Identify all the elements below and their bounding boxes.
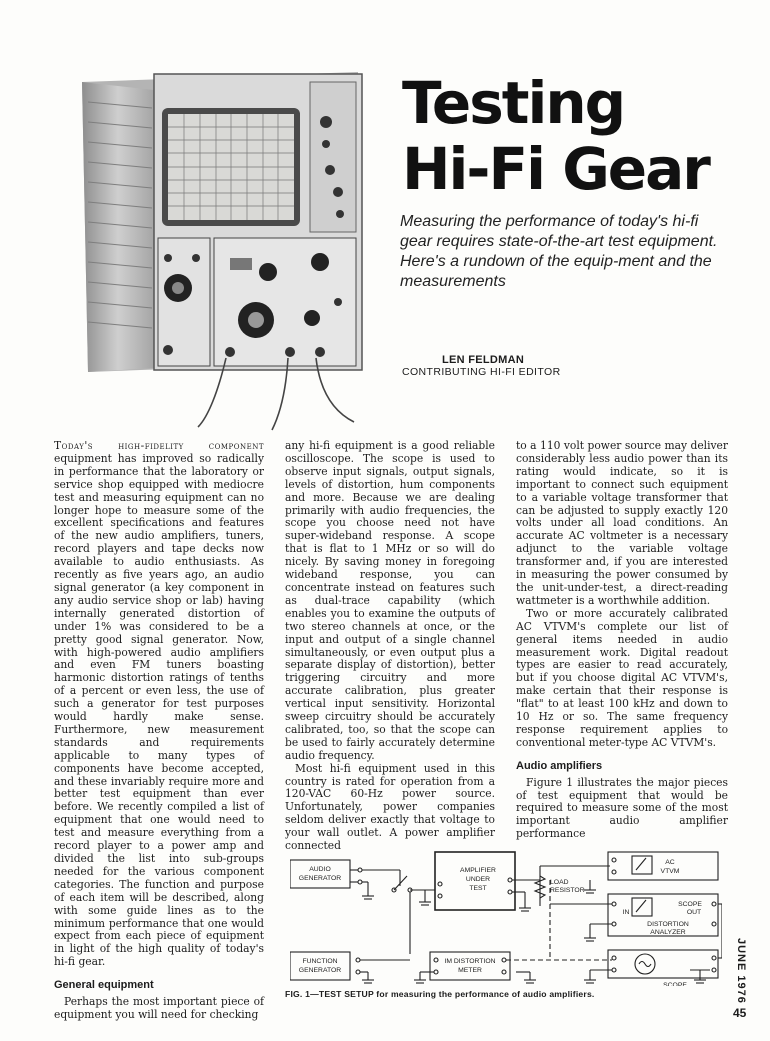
figure-caption-lead: FIG. 1—TEST SETUP [285,989,374,999]
label-vtvm: AC [665,859,675,866]
svg-text:VTVM: VTVM [660,868,680,875]
label-analyzer-scope: SCOPE [678,901,702,908]
label-amplifier: AMPLIFIER [460,867,496,874]
label-audio-generator: AUDIO [309,866,331,873]
scope-box [608,950,718,978]
label-function-generator: FUNCTION [302,958,338,965]
body-paragraph: Figure 1 illustrates the major pieces of test equipment that would be required to measure some of the most important audio amplifier performance [516,775,728,841]
author-name: LEN FELDMAN [442,354,525,366]
body-paragraph: Today's high-fidelity component equipment has improved so radically in performance that the laboratory or service shop equipped with mediocre test and measuring equipment can no longer hope to measure some of the excellent specifications and features of the new audio amplifiers, tuners, record players and tape decks now available to audio enthusiasts. As recently as five years ago, an audio signal generator (a key component in any audio service shop or lab) having internally generated distortion of under 1% was considered to be a pretty good signal generator. Now, with high-powered audio amplifiers and even FM tuners boasting harmonic distortion ratings of tenths of a percent or even less, the use of such a generator for test purposes would hardly make sense. Furthermore, new measurement standards and requirements applicable to many types of components have become accepted, and these invariably require more and better test equipment than ever before. We recently compiled a list of equipment that one would need to test and measure everything from a record player to a power amp and divided the list into sub-groups needed for the various component categories. The function and purpose of each item will be described, along with some guide lines as to the minimum performance that one would expect from each piece of equipment in light of the high quality of today's hi-fi gear. [54,439,264,969]
ac-vtvm-box [608,852,718,880]
svg-text:METER: METER [458,967,482,974]
function-generator-box [290,952,350,980]
label-load-resistor: LOAD [550,879,569,886]
article-deck: Measuring the performance of today's hi-fi gear requires state-of-the-art test equipment. Here's a rundown of the equip-ment and the measurements [400,213,718,290]
svg-text:ANALYZER: ANALYZER [650,929,686,936]
svg-text:TEST: TEST [469,885,487,892]
body-paragraph: Two or more accurately calibrated AC VTVM's complete our list of general items needed in audio measurement work. Digital readout types are easier to read accurately, but if you choose digital AC VTVM's, make certain that their response is "flat" to at least 100 kHz and down to 10 Hz or so. The same frequency response requirement applies to conventional meter-type AC VTVM's. [516,606,728,749]
oscilloscope-photo [58,62,380,434]
section-heading-general: General equipment [54,979,154,992]
body-paragraph: to a 110 volt power source may deliver considerably less audio power than its rating would indicate, so it is important to connect such equipment to a variable voltage transformer that can be adjusted to supply exactly 120 volts under all load conditions. An accurate AC voltmeter is a necessary adjunct to the variable voltage transformer and, if you are interested in measuring the power consumed by the unit-under-test, a direct-reading wattmeter is a worthwhile addition. [516,439,728,607]
page-number: 45 [733,1006,747,1020]
test-setup-diagram [290,846,722,986]
body-column-2 [285,440,495,853]
label-analyzer-in: IN [622,909,630,916]
label-im-meter: IM DISTORTION [444,958,496,965]
section-heading-amplifiers: Audio amplifiers [516,759,603,772]
svg-text:GENERATOR: GENERATOR [298,875,342,882]
svg-text:RESISTOR: RESISTOR [550,887,585,894]
author-title: CONTRIBUTING HI-FI EDITOR [402,366,561,378]
byline [402,354,702,378]
audio-generator-box [290,860,350,888]
article-title [402,70,762,202]
body-column-1 [54,440,264,1022]
svg-text:UNDER: UNDER [465,876,491,883]
body-paragraph: any hi-fi equipment is a good reliable oscilloscope. The scope is used to observe input signals, output signals, levels of distortion, hum components and more. Because we are dealing primarily with audio frequencies, the scope you choose need not have super-wideband response. A scope that is flat to 1 MHz or so will do nicely. By saving money in foregoing wideband response, you can concentrate instead on features such as dual-trace capability (which enables you to examine the outputs of two stereo channels at once, or the input and output of a single channel simultaneously, or even output plus a separate display of distortion), better triggering circuitry and more accurate calibration, plus greater vertical input sensitivity. Horizontal sweep circuitry should be accurately calibrated, too, so that the scope can be used to fairly accurately determine audio frequency. [285,439,495,762]
body-paragraph: Perhaps the most important piece of equipment you will need for checking [54,995,264,1021]
title-line-2: Hi-Fi Gear [402,135,709,203]
label-analyzer-out: OUT [686,909,702,916]
body-paragraph: Most hi-fi equipment used in this country is rated for operation from a 120-VAC 60-Hz power source. Unfortunately, power companies seldom deliver exactly that voltage to your wall outlet. A power amplifier connected [285,761,495,853]
label-distortion-analyzer: DISTORTION [647,921,689,928]
label-scope: SCOPE [663,982,687,986]
svg-text:GENERATOR: GENERATOR [298,967,342,974]
issue-date: JUNE 1976 [735,938,747,1004]
im-distortion-meter-box [430,952,510,980]
figure-caption: FIG. 1—TEST SETUP for measuring the performance of audio amplifiers. [285,989,595,999]
title-line-1: Testing [402,69,625,137]
lead-in: Today's high-fidelity component [54,439,264,452]
body-column-3 [516,440,728,841]
